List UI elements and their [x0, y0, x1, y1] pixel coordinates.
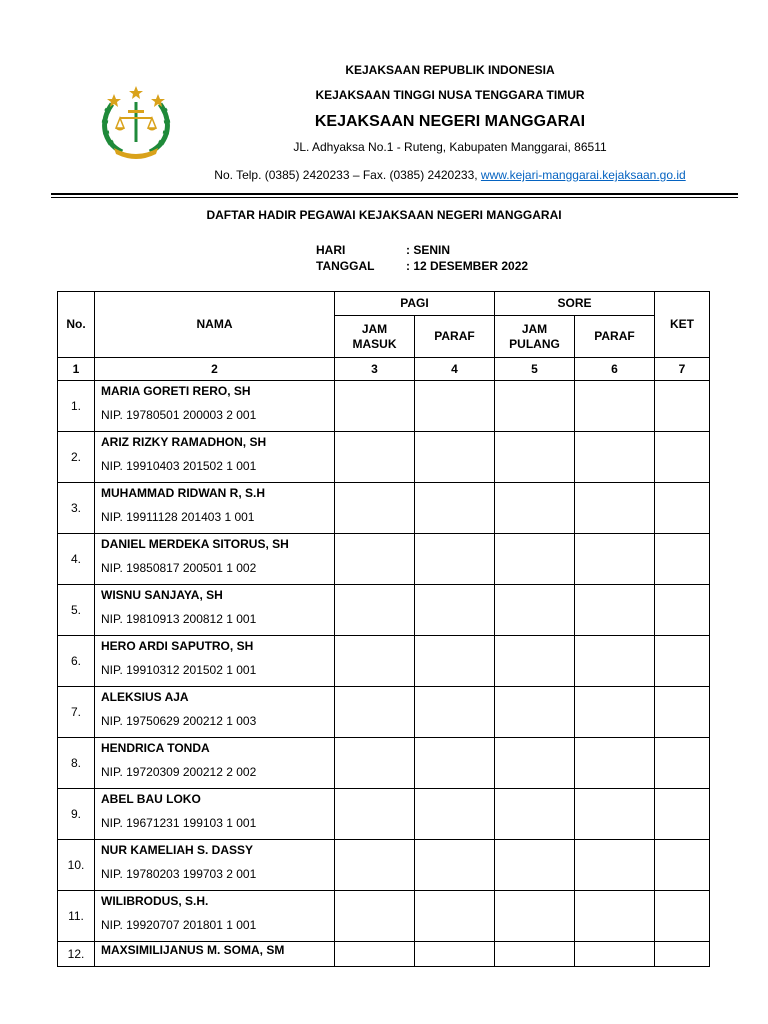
jam-masuk-cell[interactable]: [335, 585, 415, 636]
paraf-pagi-cell[interactable]: [415, 687, 495, 738]
ket-cell[interactable]: [655, 738, 710, 789]
ket-cell[interactable]: [655, 789, 710, 840]
row-number: 9.: [58, 789, 95, 840]
ket-cell[interactable]: [655, 840, 710, 891]
employee-name: MARIA GORETI RERO, SH: [101, 384, 251, 398]
jam-masuk-cell[interactable]: [335, 483, 415, 534]
header-pagi: PAGI: [335, 292, 495, 316]
employee-name: DANIEL MERDEKA SITORUS, SH: [101, 537, 289, 551]
employee-nip: NIP. 19750629 200212 1 003: [101, 714, 257, 728]
table-row: [58, 381, 710, 432]
employee-nip: NIP. 19780501 200003 2 001: [101, 408, 257, 422]
table-row: [58, 534, 710, 585]
jam-pulang-cell[interactable]: [495, 432, 575, 483]
date-value: : 12 DESEMBER 2022: [406, 259, 529, 273]
paraf-sore-cell[interactable]: [575, 942, 655, 967]
employee-name: ALEKSIUS AJA: [101, 690, 189, 704]
row-number: 1.: [58, 381, 95, 432]
employee-cell: [95, 891, 335, 942]
employee-nip: NIP. 19810913 200812 1 001: [101, 612, 257, 626]
jam-masuk-cell[interactable]: [335, 381, 415, 432]
row-number: 11.: [58, 891, 95, 942]
employee-cell: [95, 432, 335, 483]
header-paraf-sore: PARAF: [575, 316, 655, 358]
office-contact: [190, 168, 710, 182]
column-number: 1: [58, 358, 95, 381]
jam-pulang-cell[interactable]: [495, 891, 575, 942]
paraf-pagi-cell[interactable]: [415, 432, 495, 483]
header-sore: SORE: [495, 292, 655, 316]
paraf-pagi-cell[interactable]: [415, 636, 495, 687]
jam-pulang-line2: PULANG: [509, 336, 560, 351]
employee-cell: [95, 789, 335, 840]
employee-nip: NIP. 19671231 199103 1 001: [101, 816, 257, 830]
jam-pulang-cell[interactable]: [495, 789, 575, 840]
employee-nip: NIP. 19910403 201502 1 001: [101, 459, 257, 473]
employee-cell: [95, 381, 335, 432]
employee-cell: [95, 483, 335, 534]
employee-cell: [95, 738, 335, 789]
row-number: 3.: [58, 483, 95, 534]
paraf-pagi-cell[interactable]: [415, 381, 495, 432]
employee-name: NUR KAMELIAH S. DASSY: [101, 843, 254, 857]
ket-cell[interactable]: [655, 483, 710, 534]
table-row: [58, 585, 710, 636]
paraf-pagi-cell[interactable]: [415, 891, 495, 942]
paraf-sore-cell[interactable]: [575, 891, 655, 942]
paraf-sore-cell[interactable]: [575, 687, 655, 738]
header-no: No.: [58, 292, 95, 358]
attendance-table: [57, 291, 710, 967]
office-address: JL. Adhyaksa No.1 - Ruteng, Kabupaten Manggarai, 86511: [293, 140, 607, 154]
column-number: 4: [415, 358, 495, 381]
employee-cell: [95, 942, 335, 967]
day-line: [316, 243, 450, 257]
table-row: [58, 840, 710, 891]
column-number: 3: [335, 358, 415, 381]
employee-nip: NIP. 19910312 201502 1 001: [101, 663, 257, 677]
row-number: 8.: [58, 738, 95, 789]
row-number: 5.: [58, 585, 95, 636]
ket-cell[interactable]: [655, 432, 710, 483]
employee-name: HERO ARDI SAPUTRO, SH: [101, 639, 254, 653]
paraf-pagi-cell[interactable]: [415, 585, 495, 636]
paraf-sore-cell[interactable]: [575, 381, 655, 432]
jam-pulang-cell[interactable]: [495, 636, 575, 687]
paraf-sore-cell[interactable]: [575, 432, 655, 483]
ket-cell[interactable]: [655, 687, 710, 738]
column-number: 6: [575, 358, 655, 381]
ket-cell[interactable]: [655, 942, 710, 967]
header-jam-pulang: [495, 316, 575, 358]
jam-masuk-cell[interactable]: [335, 942, 415, 967]
paraf-pagi-cell[interactable]: [415, 534, 495, 585]
jam-masuk-cell[interactable]: [335, 840, 415, 891]
employee-cell: [95, 534, 335, 585]
employee-nip: NIP. 19911128 201403 1 001: [101, 510, 255, 524]
jam-masuk-cell[interactable]: [335, 789, 415, 840]
ket-cell[interactable]: [655, 381, 710, 432]
jam-pulang-cell[interactable]: [495, 381, 575, 432]
jam-pulang-cell[interactable]: [495, 738, 575, 789]
paraf-pagi-cell[interactable]: [415, 738, 495, 789]
jam-masuk-line2: MASUK: [352, 336, 397, 351]
table-row: [58, 942, 710, 967]
employee-nip: NIP. 19850817 200501 1 002: [101, 561, 257, 575]
row-number: 2.: [58, 432, 95, 483]
table-row: [58, 738, 710, 789]
column-number: 5: [495, 358, 575, 381]
row-number: 7.: [58, 687, 95, 738]
employee-name: ARIZ RIZKY RAMADHON, SH: [101, 435, 267, 449]
jam-pulang-cell[interactable]: [495, 942, 575, 967]
paraf-sore-cell[interactable]: [575, 840, 655, 891]
row-number: 12.: [58, 942, 95, 967]
row-number: 10.: [58, 840, 95, 891]
employee-cell: [95, 585, 335, 636]
jam-masuk-line1: JAM: [361, 321, 388, 336]
employee-nip: NIP. 19920707 201801 1 001: [101, 918, 257, 932]
table-row: [58, 891, 710, 942]
employee-cell: [95, 636, 335, 687]
paraf-pagi-cell[interactable]: [415, 483, 495, 534]
jam-masuk-cell[interactable]: [335, 636, 415, 687]
ket-cell[interactable]: [655, 534, 710, 585]
jam-pulang-cell[interactable]: [495, 585, 575, 636]
employee-name: MAXSIMILIJANUS M. SOMA, SM: [101, 943, 285, 957]
table-row: [58, 432, 710, 483]
paraf-sore-cell[interactable]: [575, 483, 655, 534]
contact-phone-fax: No. Telp. (0385) 2420233 – Fax. (0385) 2420233,: [214, 168, 481, 182]
employee-name: WILIBRODUS, S.H.: [101, 894, 209, 908]
jam-pulang-line1: JAM: [521, 321, 548, 336]
jam-pulang-cell[interactable]: [495, 840, 575, 891]
paraf-pagi-cell[interactable]: [415, 789, 495, 840]
high-prosecutor-office: KEJAKSAAN TINGGI NUSA TENGGARA TIMUR: [315, 88, 585, 102]
jam-masuk-cell[interactable]: [335, 534, 415, 585]
kejaksaan-emblem-icon: [98, 82, 174, 162]
paraf-pagi-cell[interactable]: [415, 840, 495, 891]
employee-name: HENDRICA TONDA: [101, 741, 210, 755]
institution-name: KEJAKSAAN REPUBLIK INDONESIA: [345, 63, 555, 77]
paraf-sore-cell[interactable]: [575, 636, 655, 687]
district-prosecutor-office: KEJAKSAAN NEGERI MANGGARAI: [314, 113, 586, 130]
header-ket: KET: [655, 292, 710, 358]
table-row: [58, 636, 710, 687]
paraf-sore-cell[interactable]: [575, 738, 655, 789]
paraf-pagi-cell[interactable]: [415, 942, 495, 967]
column-number: 7: [655, 358, 710, 381]
date-label: TANGGAL: [316, 259, 375, 273]
letterhead-divider: [51, 193, 738, 195]
header-paraf-pagi: PARAF: [415, 316, 495, 358]
letterhead-divider-thin: [51, 197, 738, 198]
date-line: [316, 259, 528, 273]
paraf-sore-cell[interactable]: [575, 789, 655, 840]
header-nama: NAMA: [95, 292, 335, 358]
employee-nip: NIP. 19720309 200212 2 002: [101, 765, 257, 779]
header-jam-masuk: [335, 316, 415, 358]
ket-cell[interactable]: [655, 636, 710, 687]
jam-pulang-cell[interactable]: [495, 687, 575, 738]
employee-cell: [95, 687, 335, 738]
table-row: [58, 789, 710, 840]
paraf-sore-cell[interactable]: [575, 585, 655, 636]
jam-masuk-cell[interactable]: [335, 687, 415, 738]
ket-cell[interactable]: [655, 585, 710, 636]
document-title: DAFTAR HADIR PEGAWAI KEJAKSAAN NEGERI MANGGARAI: [206, 208, 562, 222]
column-number: 2: [95, 358, 335, 381]
table-row: [58, 687, 710, 738]
jam-pulang-cell[interactable]: [495, 483, 575, 534]
paraf-sore-cell[interactable]: [575, 534, 655, 585]
ket-cell[interactable]: [655, 891, 710, 942]
jam-masuk-cell[interactable]: [335, 432, 415, 483]
employee-cell: [95, 840, 335, 891]
website-link[interactable]: www.kejari-manggarai.kejaksaan.go.id: [480, 168, 686, 182]
employee-name: ABEL BAU LOKO: [101, 792, 201, 806]
employee-name: WISNU SANJAYA, SH: [101, 588, 223, 602]
day-value: : SENIN: [406, 243, 451, 257]
day-label: HARI: [316, 243, 346, 257]
table-row: [58, 483, 710, 534]
jam-pulang-cell[interactable]: [495, 534, 575, 585]
employee-nip: NIP. 19780203 199703 2 001: [101, 867, 257, 881]
jam-masuk-cell[interactable]: [335, 738, 415, 789]
row-number: 6.: [58, 636, 95, 687]
employee-name: MUHAMMAD RIDWAN R, S.H: [101, 486, 265, 500]
jam-masuk-cell[interactable]: [335, 891, 415, 942]
row-number: 4.: [58, 534, 95, 585]
